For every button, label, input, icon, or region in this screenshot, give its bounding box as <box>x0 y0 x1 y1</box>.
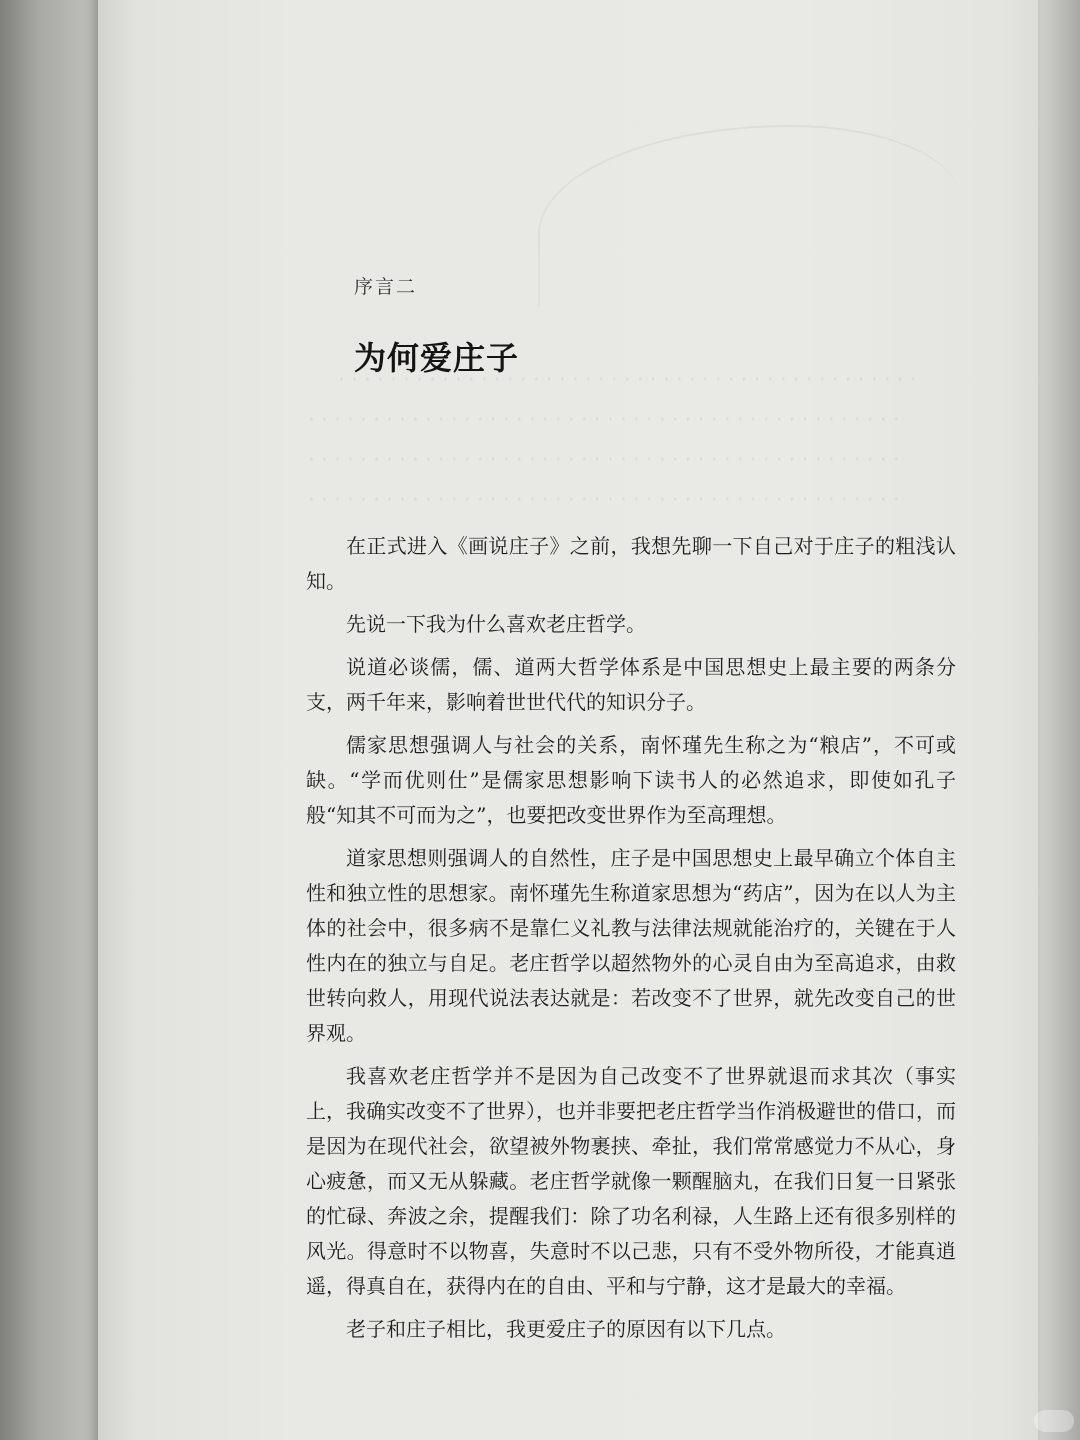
bleed-through-text: ············································· <box>338 368 923 393</box>
paragraph: 说道必谈儒，儒、道两大哲学体系是中国思想史上最主要的两条分支，两千年来，影响着世世代代的知识分子。 <box>306 655 956 714</box>
page-content <box>306 272 956 1355</box>
section-label: 序言二 <box>354 276 418 298</box>
paragraph: 儒家思想强调人与社会的关系，南怀瑾先生称之为“粮店”，不可或缺。“学而优则仕”是儒家思想影响下读书人的必然追求，即使如孔子般“知其不可而为之”，也要把改变世界作为至高理想。 <box>306 733 956 827</box>
paragraph: 道家思想则强调人的自然性，庄子是中国思想史上最早确立个体自主性和独立性的思想家。南怀瑾先生称道家思想为“药店”，因为在以人为主体的社会中，很多病不是靠仁义礼教与法律法规就能治疗的，关键在于人性内在的独立与自足。老庄哲学以超然物外的心灵自由为至高追求，由救世转向救人，用现代说法表达就是：若改变不了世界，就先改变自己的世界观。 <box>306 846 956 1045</box>
bleed-through-text: ·············································· <box>308 408 906 433</box>
paragraph: 老子和庄子相比，我更爱庄子的原因有以下几点。 <box>346 1317 786 1341</box>
bleed-through-text: ·············································· <box>308 448 906 473</box>
paragraph: 在正式进入《画说庄子》之前，我想先聊一下自己对于庄子的粗浅认知。 <box>306 534 956 593</box>
paragraph: 我喜欢老庄哲学并不是因为自己改变不了世界就退而求其次（事实上，我确实改变不了世界），也并非要把老庄哲学当作消极避世的借口，而是因为在现代社会，欲望被外物裹挟、牵扯，我们常常感觉力不从心，身心疲惫，而又无从躲藏。老庄哲学就像一颗醒脑丸，在我们日复一日紧张的忙碌、奔波之余，提醒我们：除了功名利禄，人生路上还有很多别样的风光。得意时不以物喜，失意时不以己悲，只有不受外物所役，才能真逍遥，得真自在，获得内在的自由、平和与宁静，这才是最大的幸福。 <box>306 1064 956 1298</box>
body-text <box>306 529 956 1347</box>
corner-watermark <box>1034 1410 1074 1432</box>
chapter-title: 为何爱庄子 <box>354 339 520 377</box>
bleed-through-text: ·············································· <box>308 488 906 513</box>
paragraph: 先说一下我为什么喜欢老庄哲学。 <box>346 612 646 636</box>
